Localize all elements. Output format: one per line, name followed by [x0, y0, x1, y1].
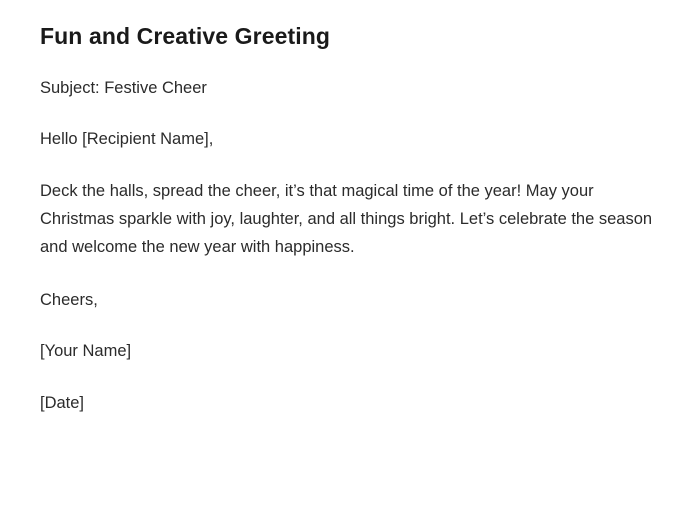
closing: Cheers, — [40, 290, 98, 309]
page-title: Fun and Creative Greeting — [40, 23, 331, 49]
body-paragraph: Deck the halls, spread the cheer, it’s that magical time of the year! May your Christmas sparkle with joy, laughter, and all things bright. Let’s celebrate the season and welcome the new year with happiness. — [40, 181, 653, 257]
salutation: Hello [Recipient Name], — [40, 130, 214, 149]
signature-name: [Your Name] — [40, 342, 132, 361]
date-placeholder: [Date] — [40, 393, 85, 412]
subject-line: Subject: Festive Cheer — [40, 78, 207, 97]
